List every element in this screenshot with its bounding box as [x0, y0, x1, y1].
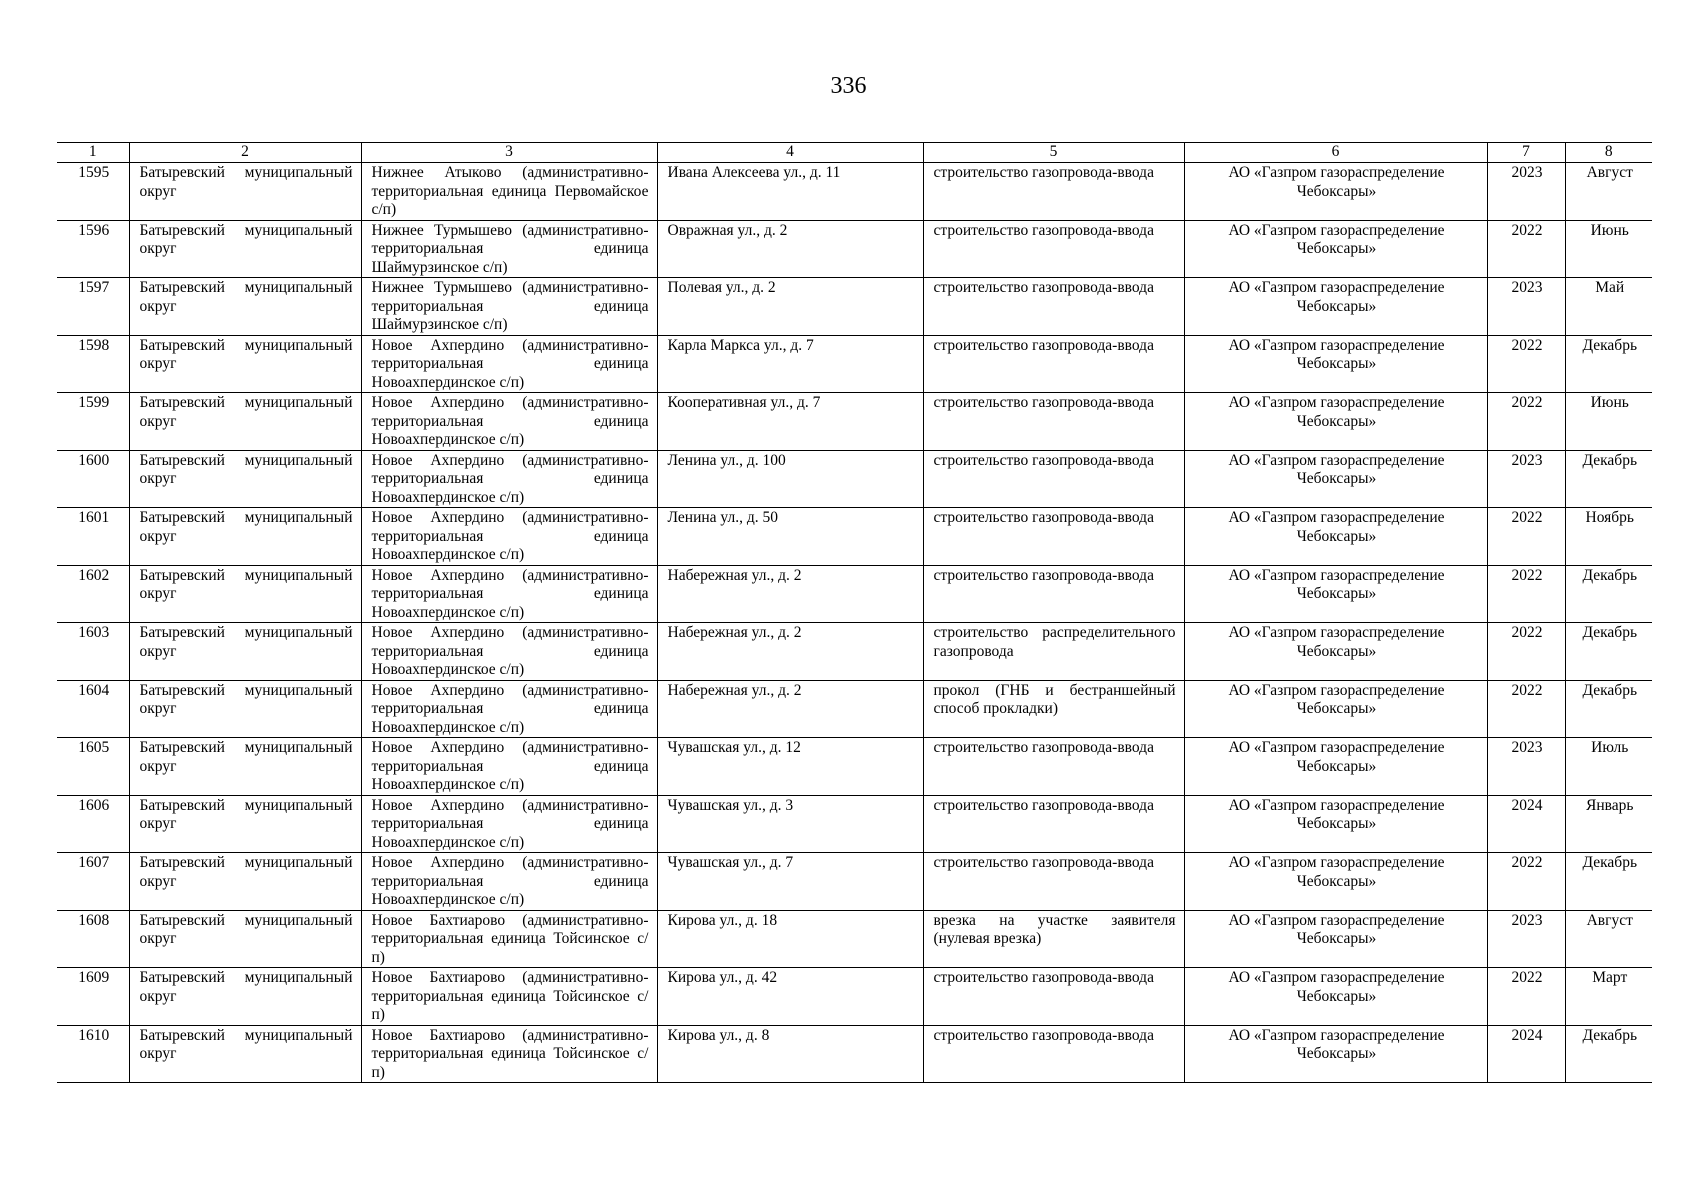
organization-cell: АО «Газпром газораспределение Чебоксары» [1184, 163, 1487, 221]
organization-cell: АО «Газпром газораспределение Чебоксары» [1184, 623, 1487, 681]
column-number: 3 [361, 143, 657, 163]
year-cell: 2022 [1487, 623, 1565, 681]
work-type-cell: строительство распределительного газопровода [923, 623, 1184, 681]
year-cell: 2023 [1487, 910, 1565, 968]
year-cell: 2023 [1487, 450, 1565, 508]
locality-cell: Новое Бахтиарово (административно-территориальная единица Тойсинское с/п) [361, 968, 657, 1026]
year-cell: 2024 [1487, 1025, 1565, 1083]
locality-cell: Новое Ахпердино (административно-территориальная единица Новоахпердинское с/п) [361, 508, 657, 566]
table-row [57, 968, 1652, 1026]
table-row [57, 1025, 1652, 1083]
year-cell: 2022 [1487, 393, 1565, 451]
address-cell: Полевая ул., д. 2 [657, 278, 923, 336]
year-cell: 2022 [1487, 508, 1565, 566]
locality-cell: Новое Ахпердино (административно-территориальная единица Новоахпердинское с/п) [361, 565, 657, 623]
locality-cell: Новое Бахтиарово (административно-территориальная единица Тойсинское с/п) [361, 1025, 657, 1083]
row-number-cell: 1600 [57, 450, 129, 508]
district-cell: Батыревский муниципальный округ [129, 1025, 361, 1083]
table-row [57, 795, 1652, 853]
table-row [57, 393, 1652, 451]
district-cell: Батыревский муниципальный округ [129, 795, 361, 853]
month-cell: Декабрь [1565, 565, 1652, 623]
table-row [57, 335, 1652, 393]
work-type-cell: строительство газопровода-ввода [923, 1025, 1184, 1083]
address-cell: Карла Маркса ул., д. 7 [657, 335, 923, 393]
organization-cell: АО «Газпром газораспределение Чебоксары» [1184, 278, 1487, 336]
district-cell: Батыревский муниципальный округ [129, 853, 361, 911]
row-number-cell: 1610 [57, 1025, 129, 1083]
work-type-cell: строительство газопровода-ввода [923, 565, 1184, 623]
work-type-cell: строительство газопровода-ввода [923, 335, 1184, 393]
month-cell: Декабрь [1565, 680, 1652, 738]
month-cell: Декабрь [1565, 623, 1652, 681]
column-number-row [57, 143, 1652, 163]
district-cell: Батыревский муниципальный округ [129, 968, 361, 1026]
locality-cell: Новое Ахпердино (административно-территориальная единица Новоахпердинское с/п) [361, 795, 657, 853]
work-type-cell: строительство газопровода-ввода [923, 508, 1184, 566]
organization-cell: АО «Газпром газораспределение Чебоксары» [1184, 910, 1487, 968]
locality-cell: Новое Ахпердино (административно-территориальная единица Новоахпердинское с/п) [361, 738, 657, 796]
work-type-cell: строительство газопровода-ввода [923, 393, 1184, 451]
work-type-cell: строительство газопровода-ввода [923, 450, 1184, 508]
column-number: 7 [1487, 143, 1565, 163]
table-row [57, 853, 1652, 911]
organization-cell: АО «Газпром газораспределение Чебоксары» [1184, 680, 1487, 738]
locality-cell: Новое Ахпердино (административно-территориальная единица Новоахпердинское с/п) [361, 623, 657, 681]
month-cell: Май [1565, 278, 1652, 336]
row-number-cell: 1598 [57, 335, 129, 393]
row-number-cell: 1597 [57, 278, 129, 336]
address-cell: Кооперативная ул., д. 7 [657, 393, 923, 451]
year-cell: 2023 [1487, 278, 1565, 336]
column-number: 2 [129, 143, 361, 163]
organization-cell: АО «Газпром газораспределение Чебоксары» [1184, 795, 1487, 853]
district-cell: Батыревский муниципальный округ [129, 335, 361, 393]
organization-cell: АО «Газпром газораспределение Чебоксары» [1184, 335, 1487, 393]
organization-cell: АО «Газпром газораспределение Чебоксары» [1184, 450, 1487, 508]
district-cell: Батыревский муниципальный округ [129, 163, 361, 221]
month-cell: Декабрь [1565, 335, 1652, 393]
work-type-cell: строительство газопровода-ввода [923, 968, 1184, 1026]
district-cell: Батыревский муниципальный округ [129, 623, 361, 681]
table-row [57, 738, 1652, 796]
organization-cell: АО «Газпром газораспределение Чебоксары» [1184, 508, 1487, 566]
work-type-cell: строительство газопровода-ввода [923, 278, 1184, 336]
work-type-cell: строительство газопровода-ввода [923, 738, 1184, 796]
row-number-cell: 1601 [57, 508, 129, 566]
address-cell: Чувашская ул., д. 7 [657, 853, 923, 911]
row-number-cell: 1596 [57, 220, 129, 278]
locality-cell: Новое Бахтиарово (административно-территориальная единица Тойсинское с/п) [361, 910, 657, 968]
locality-cell: Новое Ахпердино (административно-территориальная единица Новоахпердинское с/п) [361, 393, 657, 451]
page-number: 336 [830, 73, 867, 99]
address-cell: Кирова ул., д. 42 [657, 968, 923, 1026]
locality-cell: Нижнее Атыково (административно-территориальная единица Первомайское с/п) [361, 163, 657, 221]
year-cell: 2024 [1487, 795, 1565, 853]
locality-cell: Нижнее Турмышево (административно-территориальная единица Шаймурзинское с/п) [361, 278, 657, 336]
work-type-cell: строительство газопровода-ввода [923, 853, 1184, 911]
row-number-cell: 1604 [57, 680, 129, 738]
organization-cell: АО «Газпром газораспределение Чебоксары» [1184, 393, 1487, 451]
row-number-cell: 1608 [57, 910, 129, 968]
month-cell: Июнь [1565, 220, 1652, 278]
month-cell: Август [1565, 163, 1652, 221]
organization-cell: АО «Газпром газораспределение Чебоксары» [1184, 565, 1487, 623]
address-cell: Овражная ул., д. 2 [657, 220, 923, 278]
locality-cell: Новое Ахпердино (административно-территориальная единица Новоахпердинское с/п) [361, 450, 657, 508]
row-number-cell: 1602 [57, 565, 129, 623]
district-cell: Батыревский муниципальный округ [129, 565, 361, 623]
organization-cell: АО «Газпром газораспределение Чебоксары» [1184, 968, 1487, 1026]
table-row [57, 910, 1652, 968]
month-cell: Июль [1565, 738, 1652, 796]
district-cell: Батыревский муниципальный округ [129, 278, 361, 336]
locality-cell: Новое Ахпердино (административно-территориальная единица Новоахпердинское с/п) [361, 680, 657, 738]
table-row [57, 278, 1652, 336]
table-row [57, 163, 1652, 221]
row-number-cell: 1609 [57, 968, 129, 1026]
locality-cell: Новое Ахпердино (административно-территориальная единица Новоахпердинское с/п) [361, 853, 657, 911]
column-number: 1 [57, 143, 129, 163]
work-type-cell: строительство газопровода-ввода [923, 220, 1184, 278]
column-number: 8 [1565, 143, 1652, 163]
row-number-cell: 1595 [57, 163, 129, 221]
year-cell: 2023 [1487, 163, 1565, 221]
organization-cell: АО «Газпром газораспределение Чебоксары» [1184, 853, 1487, 911]
table-row [57, 680, 1652, 738]
address-cell: Кирова ул., д. 18 [657, 910, 923, 968]
month-cell: Август [1565, 910, 1652, 968]
organization-cell: АО «Газпром газораспределение Чебоксары» [1184, 220, 1487, 278]
year-cell: 2022 [1487, 335, 1565, 393]
month-cell: Январь [1565, 795, 1652, 853]
work-type-cell: строительство газопровода-ввода [923, 163, 1184, 221]
district-cell: Батыревский муниципальный округ [129, 508, 361, 566]
month-cell: Декабрь [1565, 853, 1652, 911]
column-number: 5 [923, 143, 1184, 163]
address-cell: Ивана Алексеева ул., д. 11 [657, 163, 923, 221]
district-cell: Батыревский муниципальный округ [129, 220, 361, 278]
month-cell: Март [1565, 968, 1652, 1026]
month-cell: Ноябрь [1565, 508, 1652, 566]
year-cell: 2022 [1487, 853, 1565, 911]
work-type-cell: врезка на участке заявителя (нулевая врезка) [923, 910, 1184, 968]
table-row [57, 220, 1652, 278]
column-number: 4 [657, 143, 923, 163]
table-row [57, 450, 1652, 508]
work-type-cell: строительство газопровода-ввода [923, 795, 1184, 853]
year-cell: 2022 [1487, 680, 1565, 738]
table-row [57, 508, 1652, 566]
district-cell: Батыревский муниципальный округ [129, 450, 361, 508]
gas-connection-table [57, 142, 1652, 1083]
row-number-cell: 1603 [57, 623, 129, 681]
row-number-cell: 1606 [57, 795, 129, 853]
address-cell: Чувашская ул., д. 3 [657, 795, 923, 853]
month-cell: Декабрь [1565, 1025, 1652, 1083]
district-cell: Батыревский муниципальный округ [129, 910, 361, 968]
address-cell: Набережная ул., д. 2 [657, 623, 923, 681]
organization-cell: АО «Газпром газораспределение Чебоксары» [1184, 738, 1487, 796]
district-cell: Батыревский муниципальный округ [129, 738, 361, 796]
address-cell: Чувашская ул., д. 12 [657, 738, 923, 796]
year-cell: 2022 [1487, 968, 1565, 1026]
row-number-cell: 1605 [57, 738, 129, 796]
organization-cell: АО «Газпром газораспределение Чебоксары» [1184, 1025, 1487, 1083]
row-number-cell: 1607 [57, 853, 129, 911]
locality-cell: Нижнее Турмышево (административно-территориальная единица Шаймурзинское с/п) [361, 220, 657, 278]
year-cell: 2022 [1487, 220, 1565, 278]
year-cell: 2023 [1487, 738, 1565, 796]
year-cell: 2022 [1487, 565, 1565, 623]
address-cell: Кирова ул., д. 8 [657, 1025, 923, 1083]
column-number: 6 [1184, 143, 1487, 163]
row-number-cell: 1599 [57, 393, 129, 451]
district-cell: Батыревский муниципальный округ [129, 680, 361, 738]
locality-cell: Новое Ахпердино (административно-территориальная единица Новоахпердинское с/п) [361, 335, 657, 393]
address-cell: Ленина ул., д. 100 [657, 450, 923, 508]
month-cell: Декабрь [1565, 450, 1652, 508]
address-cell: Набережная ул., д. 2 [657, 680, 923, 738]
address-cell: Ленина ул., д. 50 [657, 508, 923, 566]
month-cell: Июнь [1565, 393, 1652, 451]
table-row [57, 623, 1652, 681]
table-row [57, 565, 1652, 623]
district-cell: Батыревский муниципальный округ [129, 393, 361, 451]
address-cell: Набережная ул., д. 2 [657, 565, 923, 623]
work-type-cell: прокол (ГНБ и бестраншейный способ прокладки) [923, 680, 1184, 738]
